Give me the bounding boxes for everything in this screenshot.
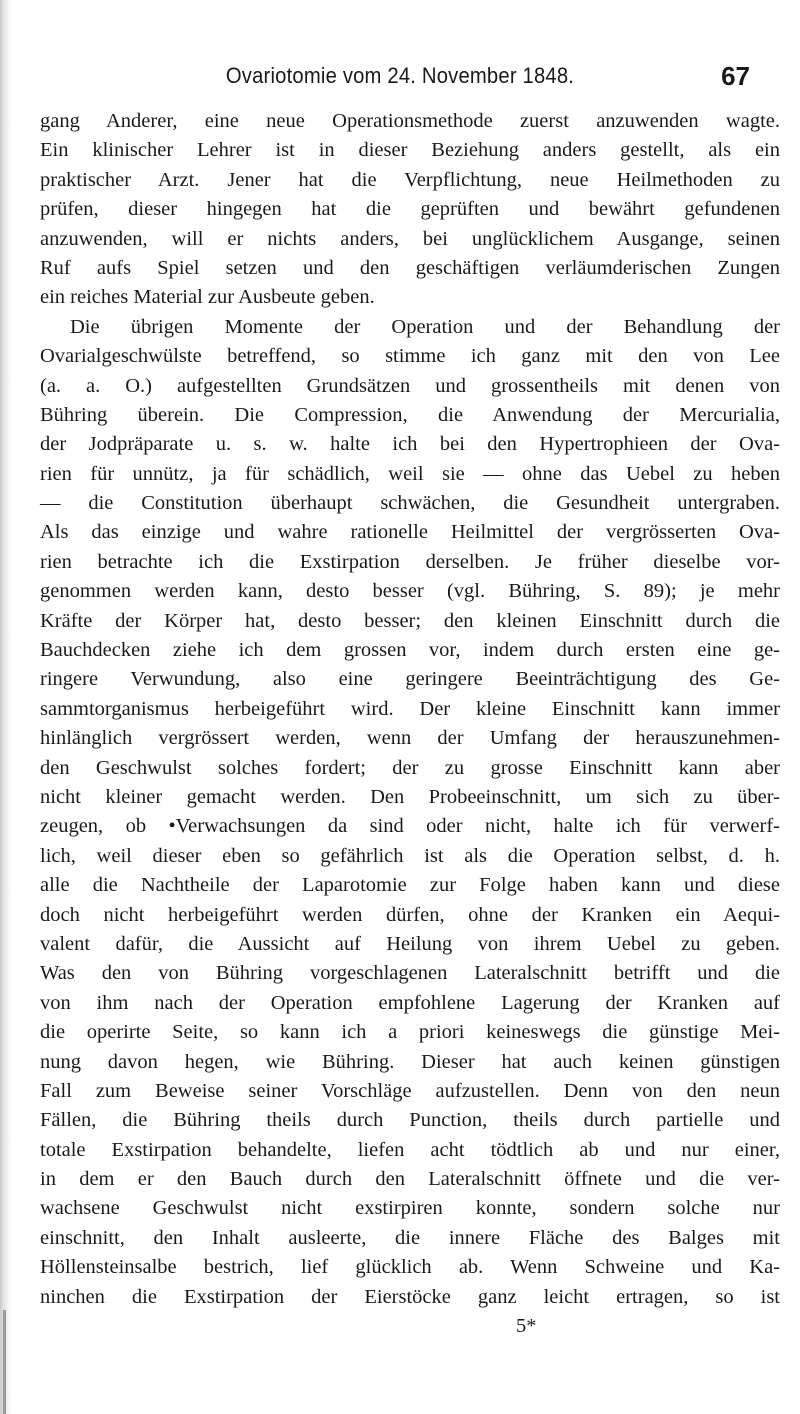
text-line: Ruf aufs Spiel setzen und den geschäftigen verläumderischen Zungen (40, 256, 780, 279)
text-line: ringere Verwundung, also eine geringere Beeinträchtigung des Ge- (40, 668, 780, 691)
text-line: Bauchdecken ziehe ich dem grossen vor, indem durch ersten eine ge- (40, 639, 780, 662)
running-title: Ovariotomie vom 24. November 1848. (225, 63, 575, 88)
text-line: praktischer Arzt. Jener hat die Verpflichtung, neue Heilmethoden zu (40, 168, 780, 191)
text-line: Höllensteinsalbe bestrich, lief glücklich ab. Wenn Schweine und Ka- (40, 1256, 780, 1279)
text-line: sammtorganismus herbeigeführt wird. Der kleine Einschnitt kann immer (40, 697, 780, 720)
text-line: — die Constitution überhaupt schwächen, die Gesundheit untergraben. (40, 492, 780, 515)
text-line: rien betrachte ich die Exstirpation derselben. Je früher dieselbe vor- (40, 550, 780, 573)
text-line: gang Anderer, eine neue Operationsmethode zuerst anzuwenden wagte. (40, 110, 780, 132)
text-line: einschnitt, den Inhalt ausleerte, die innere Fläche des Balges mit (40, 1226, 780, 1249)
text-line: hinlänglich vergrössert werden, wenn der Umfang der herauszunehmen- (40, 727, 780, 750)
text-line: Bühring überein. Die Compression, die Anwendung der Mercurialia, (40, 403, 780, 426)
body-text (40, 107, 780, 1341)
text-line: Die übrigen Momente der Operation und der Behandlung der (70, 315, 780, 338)
text-line: nicht kleiner gemacht werden. Den Probeeinschnitt, um sich zu über- (40, 785, 780, 808)
text-line: ein reiches Material zur Ausbeute geben. (40, 286, 375, 309)
text-line: Ein klinischer Lehrer ist in dieser Beziehung anders gestellt, als ein (40, 139, 780, 162)
text-line: nung davon hegen, wie Bühring. Dieser hat auch keinen günstigen (40, 1050, 780, 1073)
text-line: wachsene Geschwulst nicht exstirpiren konnte, sondern solche nur (40, 1197, 780, 1220)
text-line: anzuwenden, will er nichts anders, bei unglücklichem Ausgange, seinen (40, 227, 780, 250)
text-line: genommen werden kann, desto besser (vgl. Bühring, S. 89); je mehr (40, 580, 780, 603)
text-line: der Jodpräparate u. s. w. halte ich bei den Hypertrophieen der Ova- (40, 433, 780, 456)
text-line: Fall zum Beweise seiner Vorschläge aufzustellen. Denn von den neun (40, 1079, 780, 1102)
page-number: 67 (721, 61, 750, 91)
text-line: alle die Nachtheile der Laparotomie zur Folge haben kann und diese (40, 874, 780, 897)
text-line: Was den von Bühring vorgeschlagenen Lateralschnitt betrifft und die (40, 962, 780, 985)
page-binding-shadow (3, 1310, 6, 1414)
text-line: Fällen, die Bühring theils durch Punction, theils durch partielle und (40, 1109, 780, 1132)
text-line: zeugen, ob •Verwachsungen da sind oder nicht, halte ich für verwerf- (40, 815, 780, 838)
text-line: doch nicht herbeigeführt werden dürfen, ohne der Kranken ein Aequi- (40, 903, 780, 926)
text-line: rien für unnütz, ja für schädlich, weil sie — ohne das Uebel zu heben (40, 462, 780, 485)
text-line: prüfen, dieser hingegen hat die geprüften und bewährt gefundenen (40, 198, 780, 221)
text-line: valent dafür, die Aussicht auf Heilung von ihrem Uebel zu geben. (40, 932, 780, 955)
text-line: Kräfte der Körper hat, desto besser; den kleinen Einschnitt durch die (40, 609, 780, 632)
text-line: (a. a. O.) aufgestellten Grundsätzen und grossentheils mit denen von (40, 374, 780, 397)
text-line: den Geschwulst solches fordert; der zu grosse Einschnitt kann aber (40, 756, 780, 779)
text-line: von ihm nach der Operation empfohlene Lagerung der Kranken auf (40, 991, 780, 1014)
text-line: Als das einzige und wahre rationelle Heilmittel der vergrösserten Ova- (40, 521, 780, 544)
text-line: in dem er den Bauch durch den Lateralschnitt öffnete und die ver- (40, 1168, 780, 1191)
page-header (0, 63, 800, 93)
text-line: totale Exstirpation behandelte, liefen acht tödtlich ab und nur einer, (40, 1138, 780, 1161)
signature-mark: 5* (516, 1315, 537, 1338)
text-line: ninchen die Exstirpation der Eierstöcke ganz leicht ertragen, so ist (40, 1285, 780, 1308)
text-line: Ovarialgeschwülste betreffend, so stimme ich ganz mit den von Lee (40, 345, 780, 368)
text-line: lich, weil dieser eben so gefährlich ist als die Operation selbst, d. h. (40, 844, 780, 867)
page-binding-edge (0, 0, 12, 1414)
text-line: die operirte Seite, so kann ich a priori keineswegs die günstige Mei- (40, 1021, 780, 1044)
